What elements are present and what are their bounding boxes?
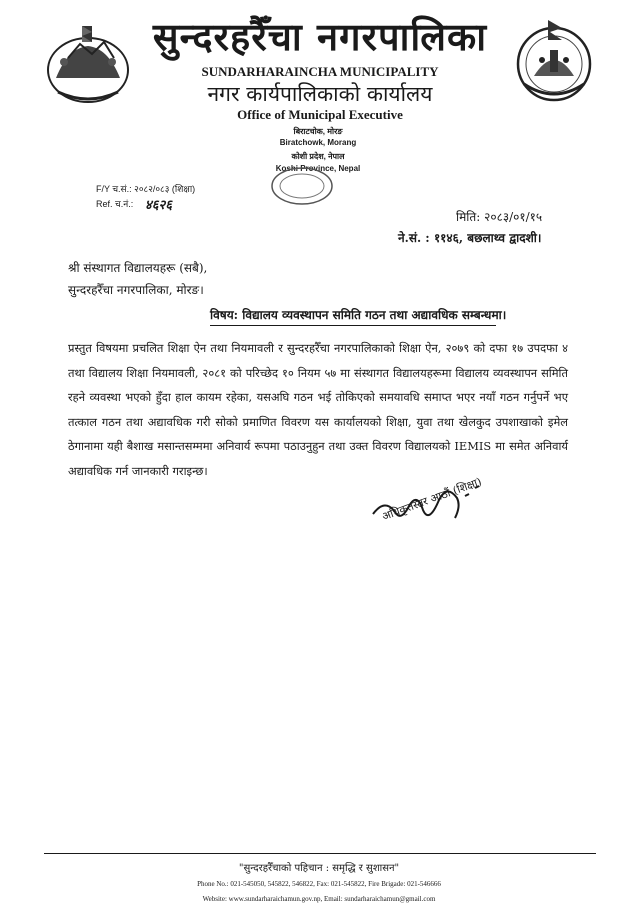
letter-body: प्रस्तुत विषयमा प्रचलित शिक्षा ऐन तथा नियमावली र सुन्दरहरैँचा नगरपालिकाको शिक्षा ऐन, २०७९ को दफा १७ उपदफा ४ तथा विद्यालय शिक्षा नियमावली, २०८१ को परिच्छेद १० नियम ५७ मा संस्थागत विद्यालयहरूमा विद्यालय व्यवस्थापन समिति रहने व्यवस्था भएको हुँदा हाल कायम रहेका, यसअघि गठन भई तोकिएको समयावधि समाप्त भएर नयाँ गठन गर्नुपर्ने भए तत्काल गठन तथा अद्यावधिक गरी सोको प्रमाणित विवरण यस कार्यालयको शिक्षा, युवा तथा खेलकुद उपशाखाको इमेल ठेगानामा यही बैशाख मसान्तसम्ममा अनिवार्य रूपमा पठाउनुहुन तथा उक्त विवरण विद्यालयको IEMIS मा समेत अनिवार्य अद्यावधिक गर्न जानकारी गराइन्छ। (68, 341, 568, 478)
municipality-emblem-icon (508, 14, 600, 106)
date-label: मिति: (456, 210, 481, 224)
fiscal-year-reference (96, 182, 195, 195)
municipality-title-np: सुन्दरहरैँचा नगरपालिका (152, 14, 488, 59)
ns-label: ने.सं. : (398, 231, 430, 245)
footer-divider (44, 853, 596, 854)
address-line-4: Koshi Province, Nepal (275, 164, 361, 173)
municipality-title-en: SUNDARHARAINCHA MUNICIPALITY (201, 64, 439, 79)
office-title-en: Office of Municipal Executive (237, 107, 403, 122)
footer-website: Website: www.sundarharaichamun.gov.np, Email: sundarharaichamun@gmail.com (202, 895, 436, 903)
footer-slogan: "सुन्दरहरैँचाको पहिचान : समृद्धि र सुशासन" (238, 863, 400, 874)
fy-label: F/Y च.सं.: (96, 184, 132, 194)
date-value: २०८३/०१/१५ (484, 210, 543, 224)
ref-label: Ref. च.नं.: (96, 199, 134, 209)
letter-date (456, 208, 542, 225)
address-line-1: बिराटचोक, मोरङ (293, 127, 343, 136)
signer-designation: अधिकृतस्तर आठौं (शिक्षा) (380, 475, 484, 524)
address-line-3: कोशी प्रदेश, नेपाल (291, 152, 345, 161)
footer-contacts: Phone No.: 021-545050, 545822, 546822, Fax: 021-545822, Fire Brigade: 021-546666 (197, 880, 441, 888)
subject-underline (210, 325, 496, 326)
fy-value: २०८२/०८३ (शिक्षा) (134, 184, 196, 194)
addressee-line-2: सुन्दरहरैँचा नगरपालिका, मोरङ। (68, 283, 204, 297)
ref-number: ४६२६ (145, 198, 173, 213)
letter-subject: विषय: विद्यालय व्यवस्थापन समिति गठन तथा अद्यावधिक सम्बन्धमा। (210, 308, 507, 322)
nepal-sambat-date (398, 229, 541, 246)
office-title-np: नगर कार्यपालिकाको कार्यालय (207, 82, 433, 106)
nepal-government-emblem-icon (38, 18, 138, 108)
ns-value: ११४६, बछलाथ्व द्वादशी। (433, 231, 542, 245)
office-stamp-icon (268, 165, 336, 207)
addressee-line-1: श्री संस्थागत विद्यालयहरू (सबै), (68, 261, 208, 275)
address-line-2: Biratchowk, Morang (279, 138, 357, 147)
